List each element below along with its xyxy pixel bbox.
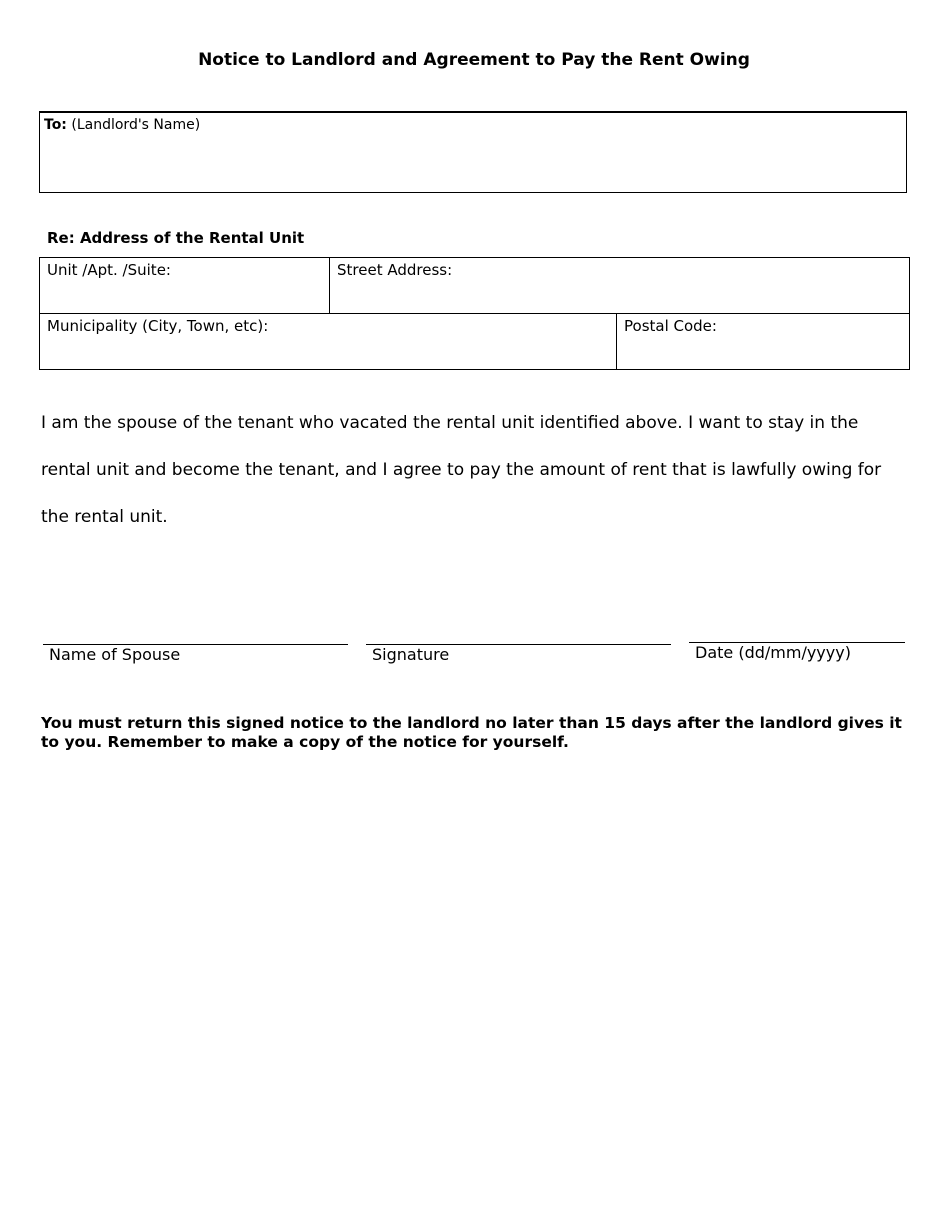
return-notice: You must return this signed notice to the landlord no later than 15 days after the landlord gives it to you. Remember to make a copy of the notice for yourself. xyxy=(41,714,902,751)
landlord-name-label xyxy=(44,117,200,133)
municipality-label: Municipality (City, Town, etc): xyxy=(47,317,269,335)
to-label: To: xyxy=(44,117,67,133)
spouse-name-label: Name of Spouse xyxy=(49,645,181,664)
signature-label: Signature xyxy=(372,645,450,664)
municipality-field[interactable] xyxy=(39,313,617,370)
street-address-field[interactable] xyxy=(329,257,910,314)
unit-label: Unit /Apt. /Suite: xyxy=(47,261,171,279)
unit-field[interactable] xyxy=(39,257,330,314)
landlord-name-hint: (Landlord's Name) xyxy=(71,117,201,133)
postal-code-label: Postal Code: xyxy=(624,317,717,335)
postal-code-field[interactable] xyxy=(616,313,910,370)
landlord-name-field[interactable] xyxy=(39,111,907,193)
address-heading: Re: Address of the Rental Unit xyxy=(47,229,305,247)
date-label: Date (dd/mm/yyyy) xyxy=(695,643,851,662)
spouse-statement: I am the spouse of the tenant who vacated the rental unit identified above. I want to stay in the rental unit and become the tenant, and I agree to pay the amount of rent that is lawfully owing for the rental unit. xyxy=(41,413,882,527)
form-title: Notice to Landlord and Agreement to Pay the Rent Owing xyxy=(198,50,750,70)
street-address-label: Street Address: xyxy=(337,261,453,279)
